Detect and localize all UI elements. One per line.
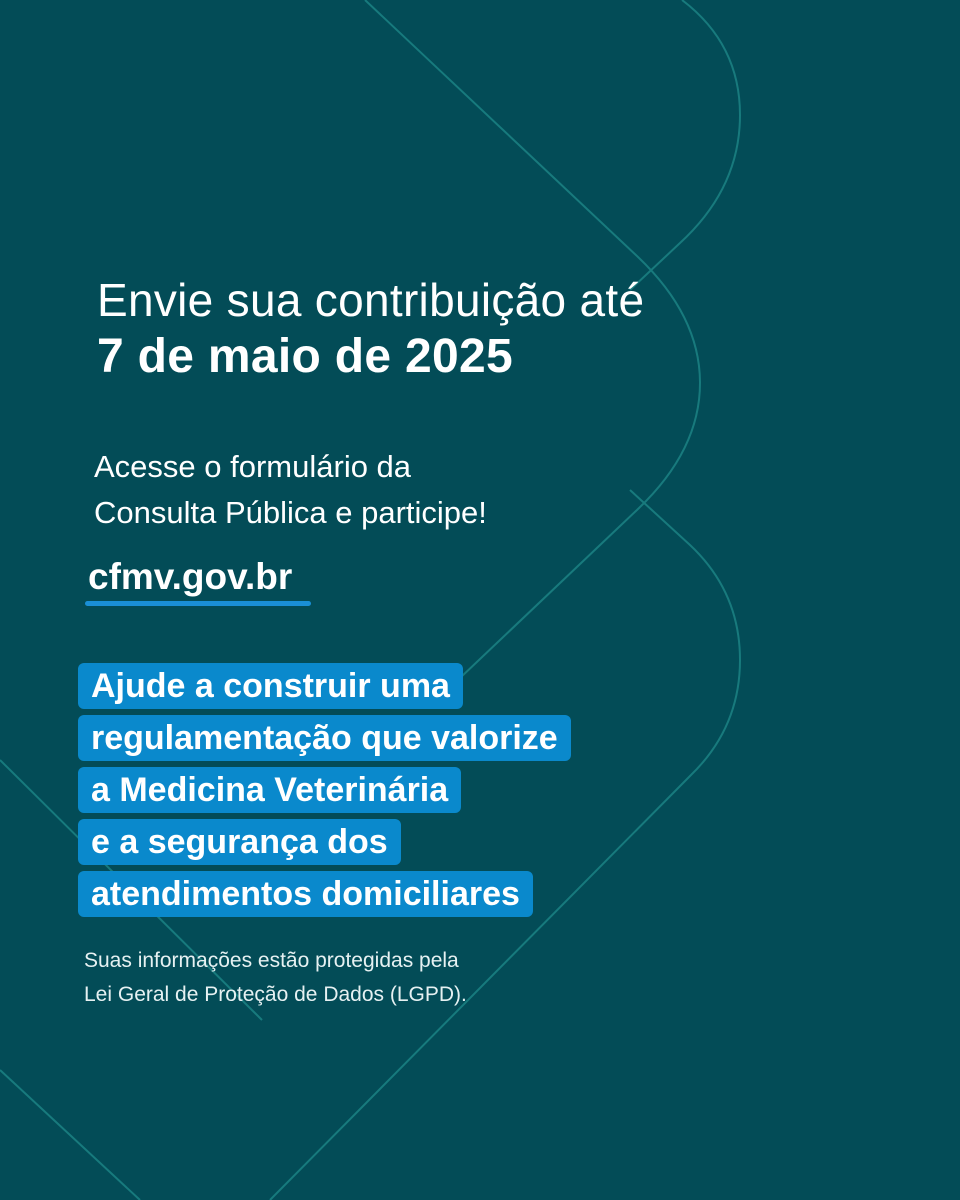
subtext-line: Acesse o formulário da [94,449,412,484]
subtext-line: Consulta Pública e participe! [94,495,487,530]
highlight-line: e a segurança dos [78,819,401,865]
subtext [94,444,487,536]
headline [97,272,644,386]
headline-text: Envie sua contribuição até [97,274,645,326]
highlight-line: Ajude a construir uma [78,663,463,709]
highlight-block [78,663,571,923]
privacy-footnote [84,944,467,1012]
footnote-line: Lei Geral de Proteção de Dados (LGPD). [84,983,467,1006]
footnote-line: Suas informações estão protegidas pela [84,949,459,972]
highlight-line: a Medicina Veterinária [78,767,461,813]
highlight-line: atendimentos domiciliares [78,871,533,917]
highlight-line: regulamentação que valorize [78,715,571,761]
deadline-date: 7 de maio de 2025 [97,330,513,383]
website-link[interactable]: cfmv.gov.br [88,556,293,597]
link-underline [85,601,311,606]
